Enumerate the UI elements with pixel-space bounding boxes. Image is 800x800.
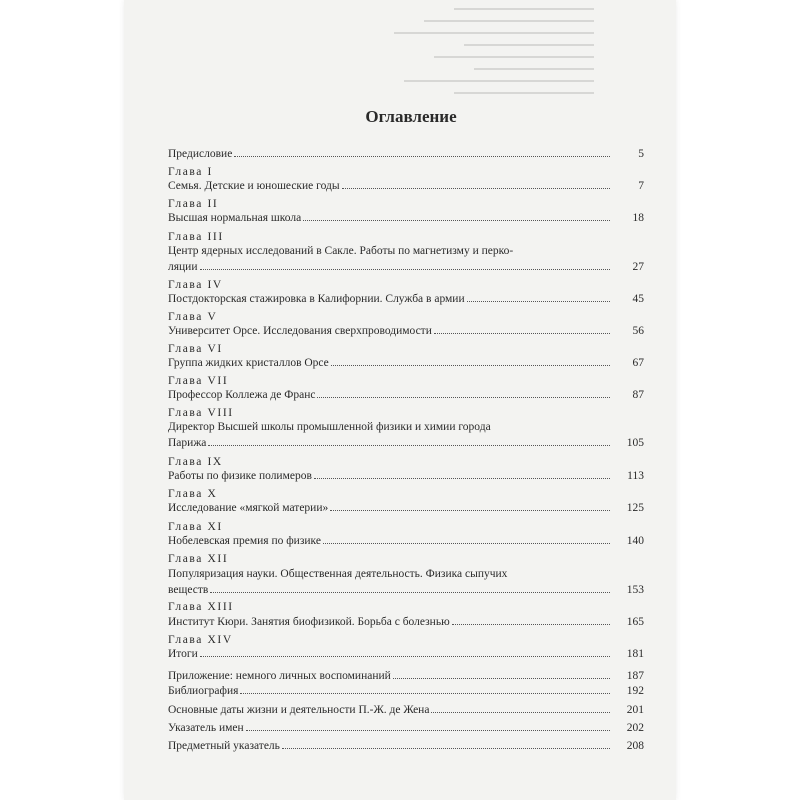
toc-entry-appendix [168,670,644,683]
dot-leader [240,693,610,694]
entry-text: Постдокторская стажировка в Калифорнии. Служба в армии [168,293,465,305]
page-number: 181 [626,648,644,660]
toc-entry-name-index [168,722,644,735]
toc-entry [168,616,644,629]
toc-entry [168,389,644,402]
page-number: 67 [632,357,644,369]
page-number: 125 [626,502,644,514]
entry-text: Работы по физике полимеров [168,470,312,482]
bleed-through-text [124,0,676,112]
entry-text: Предметный указатель [168,740,280,752]
toc-entry [168,357,644,370]
entry-text: Высшая нормальная школа [168,212,302,224]
entry-text-continued: ляции [168,261,198,273]
toc-entry [168,293,644,306]
dot-leader [331,365,610,366]
toc-entry [168,535,644,548]
page-number: 165 [626,616,644,628]
page-number: 113 [627,470,644,482]
dot-leader [434,333,610,334]
dot-leader [393,678,610,679]
dot-leader [303,220,610,221]
chapter-label: Глава I [168,166,213,178]
entry-text: Библиография [168,685,239,697]
toc-entry [168,648,644,661]
entry-text: Семья. Детские и юношеские годы [168,180,340,192]
dot-leader [234,156,610,157]
entry-text: Директор Высшей школы промышленной физики и химии города [168,421,491,433]
dot-leader [323,543,610,544]
page-number: 202 [626,722,644,734]
toc-entry [168,180,644,193]
dot-leader [431,712,610,713]
page-number: 140 [626,535,644,547]
entry-text: Группа жидких кристаллов Орсе [168,357,329,369]
entry-text: Предисловие [168,148,233,160]
entry-text: Указатель имен [168,722,244,734]
page-number: 18 [632,212,644,224]
page-number: 56 [632,325,644,337]
chapter-label: Глава II [168,198,219,210]
chapter-label: Глава XIV [168,634,233,646]
chapter-label: Глава V [168,311,218,323]
chapter-label: Глава XI [168,521,223,533]
toc-entry [168,568,644,597]
page-number: 201 [626,704,644,716]
page-number: 187 [626,670,644,682]
page-number: 45 [632,293,644,305]
page-number: 27 [632,261,644,273]
chapter-label: Глава XIII [168,601,234,613]
toc-entry-subject-index [168,740,644,753]
dot-leader [452,624,610,625]
entry-text: Институт Кюри. Занятия биофизикой. Борьба с болезнью [168,616,450,628]
page-number: 192 [626,685,644,697]
entry-text: Нобелевская премия по физике [168,535,321,547]
chapter-label: Глава XII [168,553,229,565]
entry-text: Профессор Коллежа де Франс [168,389,316,401]
chapter-label: Глава VIII [168,407,234,419]
dot-leader [210,592,610,593]
entry-text: Исследование «мягкой материи» [168,502,329,514]
toc-entry-dates [168,704,644,717]
page-number: 7 [638,180,644,192]
toc-entry-preface [168,148,644,161]
page-number: 153 [626,584,644,596]
page-number: 87 [632,389,644,401]
dot-leader [200,269,611,270]
toc-entry-bibliography [168,685,644,698]
entry-text-continued: Парижа [168,437,207,449]
entry-text: Основные даты жизни и деятельности П.-Ж. де Жена [168,704,430,716]
page-number: 5 [638,148,644,160]
toc-entry [168,245,644,274]
entry-text: Университет Орсе. Исследования сверхпроводимости [168,325,432,337]
entry-text: Популяризация науки. Общественная деятельность. Физика сыпучих [168,568,508,580]
toc-entry [168,502,644,515]
toc-entry [168,212,644,225]
chapter-label: Глава VI [168,343,223,355]
entry-text: Итоги [168,648,198,660]
dot-leader [208,445,610,446]
chapter-label: Глава VII [168,375,229,387]
toc-title: Оглавление [365,107,457,126]
book-page [124,0,676,800]
dot-leader [246,730,610,731]
dot-leader [467,301,610,302]
dot-leader [317,397,610,398]
toc-entry [168,325,644,338]
dot-leader [330,510,610,511]
toc-entry [168,421,644,450]
chapter-label: Глава III [168,231,224,243]
chapter-label: Глава X [168,488,218,500]
entry-text: Приложение: немного личных воспоминаний [168,670,391,682]
chapter-label: Глава IV [168,279,223,291]
dot-leader [200,656,610,657]
chapter-label: Глава IX [168,456,223,468]
page-number: 208 [626,740,644,752]
toc-entry [168,470,644,483]
dot-leader [282,748,610,749]
entry-text-continued: веществ [168,584,209,596]
dot-leader [342,188,610,189]
page-number: 105 [626,437,644,449]
entry-text: Центр ядерных исследований в Сакле. Работы по магнетизму и перко- [168,245,514,257]
dot-leader [314,478,610,479]
